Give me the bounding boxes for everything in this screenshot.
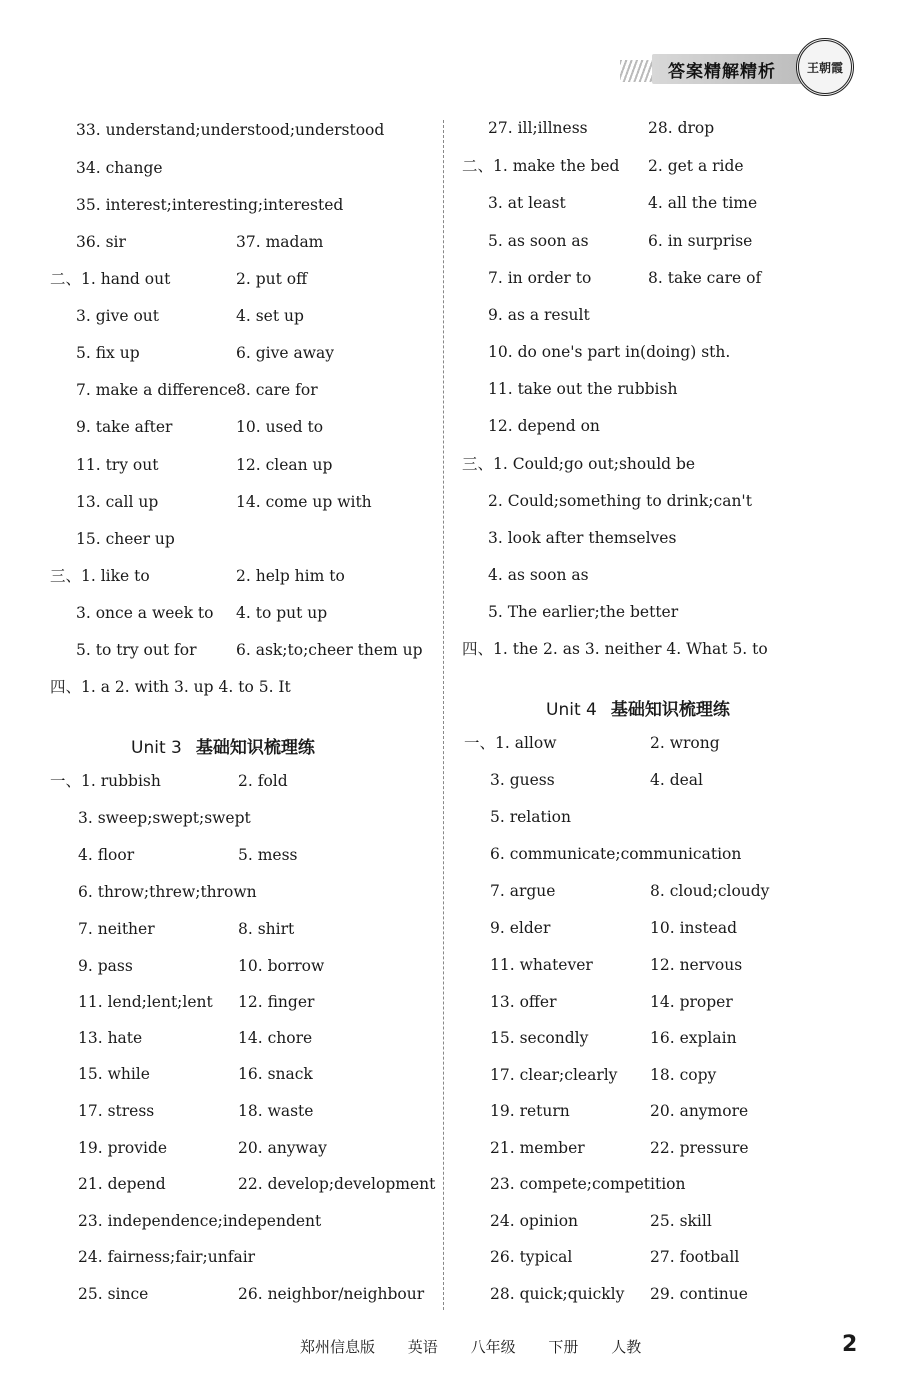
answer-line: 15. while [78,1065,150,1083]
answer-line: 21. depend [78,1175,166,1193]
answer-line: 9. as a result [488,306,590,324]
answer-line: 2. get a ride [648,157,744,175]
answer-line: 2. put off [236,270,308,288]
answer-line: 6. in surprise [648,232,753,250]
answer-line: 11. try out [76,456,159,474]
answer-line: 23. compete;competition [490,1175,686,1193]
unit3-subtitle: 基础知识梳理练 [195,738,315,758]
unit4-subtitle: 基础知识梳理练 [610,700,730,720]
column-divider [443,120,444,1310]
answer-line: 28. quick;quickly [490,1285,625,1303]
answer-line: 3. guess [490,771,555,789]
answer-line: 7. argue [490,882,556,900]
answer-line: 4. as soon as [488,566,589,584]
answer-line: 22. pressure [650,1139,749,1157]
answer-line: 9. take after [76,418,173,436]
answer-line: 四、1. a 2. with 3. up 4. to 5. It [50,678,291,696]
footer [300,1336,655,1357]
answer-line: 7. neither [78,920,155,938]
answer-line: 2. fold [238,772,288,790]
answer-line: 33. understand;understood;understood [76,121,385,139]
answer-line: 21. member [490,1139,585,1157]
answer-line: 20. anyway [238,1139,327,1157]
answer-line: 2. Could;something to drink;can't [488,492,752,510]
answer-line: 17. clear;clearly [490,1066,618,1084]
answer-line: 14. come up with [236,493,372,511]
unit4-heading [546,695,730,720]
answer-line: 17. stress [78,1102,155,1120]
brand-seal-logo [796,38,854,96]
answer-line: 4. floor [78,846,135,864]
answer-line: 三、1. like to [50,567,150,585]
unit4-label: Unit 4 [546,700,597,720]
answer-line: 7. make a difference [76,381,237,399]
answer-line: 6. throw;threw;thrown [78,883,257,901]
answer-line: 27. football [650,1248,740,1266]
answer-line: 12. nervous [650,956,743,974]
answer-line: 三、1. Could;go out;should be [462,455,696,473]
answer-line: 9. pass [78,957,133,975]
answer-line: 4. to put up [236,604,328,622]
answer-line: 8. take care of [648,269,762,287]
answer-line: 二、1. make the bed [462,157,620,175]
answer-line: 5. as soon as [488,232,589,250]
answer-line: 6. ask;to;cheer them up [236,641,423,659]
answer-line: 3. once a week to [76,604,214,622]
answer-line: 3. sweep;swept;swept [78,809,251,827]
answer-line: 20. anymore [650,1102,749,1120]
answer-line: 4. deal [650,771,704,789]
answer-line: 5. to try out for [76,641,197,659]
answer-line: 13. call up [76,493,159,511]
answer-line: 3. give out [76,307,159,325]
footer-volume: 下册 [548,1338,579,1356]
answer-line: 11. whatever [490,956,593,974]
answer-line: 25. since [78,1285,149,1303]
answer-line: 27. ill;illness [488,119,588,137]
answer-line: 12. clean up [236,456,333,474]
answer-line: 29. continue [650,1285,748,1303]
answer-line: 2. wrong [650,734,720,752]
seal-text: 王朝霞 [806,60,843,75]
answer-line: 14. chore [238,1029,313,1047]
footer-publisher: 人教 [611,1338,642,1356]
answer-line: 18. copy [650,1066,717,1084]
answer-line: 二、1. hand out [50,270,171,288]
answer-line: 一、1. rubbish [50,772,161,790]
answer-line: 19. return [490,1102,570,1120]
answer-line: 22. develop;development [238,1175,436,1193]
answer-line: 19. provide [78,1139,168,1157]
answer-line: 26. typical [490,1248,573,1266]
answer-line: 4. all the time [648,194,758,212]
answer-line: 23. independence;independent [78,1212,322,1230]
answer-line: 7. in order to [488,269,592,287]
answer-line: 26. neighbor/neighbour [238,1285,425,1303]
answer-line: 10. do one's part in(doing) sth. [488,343,731,361]
answer-line: 11. lend;lent;lent [78,993,213,1011]
answer-line: 8. care for [236,381,318,399]
answer-line: 14. proper [650,993,733,1011]
answer-line: 一、1. allow [464,734,557,752]
answer-line: 8. cloud;cloudy [650,882,770,900]
unit3-label: Unit 3 [131,738,182,758]
answer-line: 34. change [76,159,163,177]
footer-grade: 八年级 [470,1338,516,1356]
answer-line: 12. depend on [488,417,600,435]
answer-line: 5. fix up [76,344,140,362]
answer-line: 6. give away [236,344,334,362]
answer-line: 四、1. the 2. as 3. neither 4. What 5. to [462,640,768,658]
footer-subject: 英语 [407,1338,438,1356]
page-number: 2 [842,1332,858,1357]
answer-line: 36. sir [76,233,126,251]
answer-line: 37. madam [236,233,324,251]
header-title: 答案精解精析 [668,62,776,82]
answer-line: 10. borrow [238,957,325,975]
footer-edition: 郑州信息版 [300,1338,376,1356]
answer-line: 16. explain [650,1029,737,1047]
answer-line: 4. set up [236,307,304,325]
answer-line: 5. mess [238,846,298,864]
answer-line: 28. drop [648,119,715,137]
answer-line: 6. communicate;communication [490,845,742,863]
answer-line: 9. elder [490,919,551,937]
answer-line: 15. cheer up [76,530,175,548]
answer-line: 5. The earlier;the better [488,603,679,621]
answer-line: 18. waste [238,1102,314,1120]
answer-line: 35. interest;interesting;interested [76,196,344,214]
answer-line: 24. opinion [490,1212,579,1230]
answer-line: 12. finger [238,993,315,1011]
answer-line: 8. shirt [238,920,295,938]
answer-line: 24. fairness;fair;unfair [78,1248,256,1266]
answer-line: 10. used to [236,418,324,436]
answer-line: 3. look after themselves [488,529,677,547]
answer-line: 5. relation [490,808,571,826]
unit3-heading [131,733,315,758]
answer-line: 11. take out the rubbish [488,380,678,398]
answer-line: 2. help him to [236,567,345,585]
answer-line: 3. at least [488,194,566,212]
answer-line: 13. offer [490,993,557,1011]
answer-line: 25. skill [650,1212,712,1230]
answer-line: 10. instead [650,919,738,937]
answer-line: 13. hate [78,1029,143,1047]
answer-line: 16. snack [238,1065,313,1083]
answer-line: 15. secondly [490,1029,589,1047]
